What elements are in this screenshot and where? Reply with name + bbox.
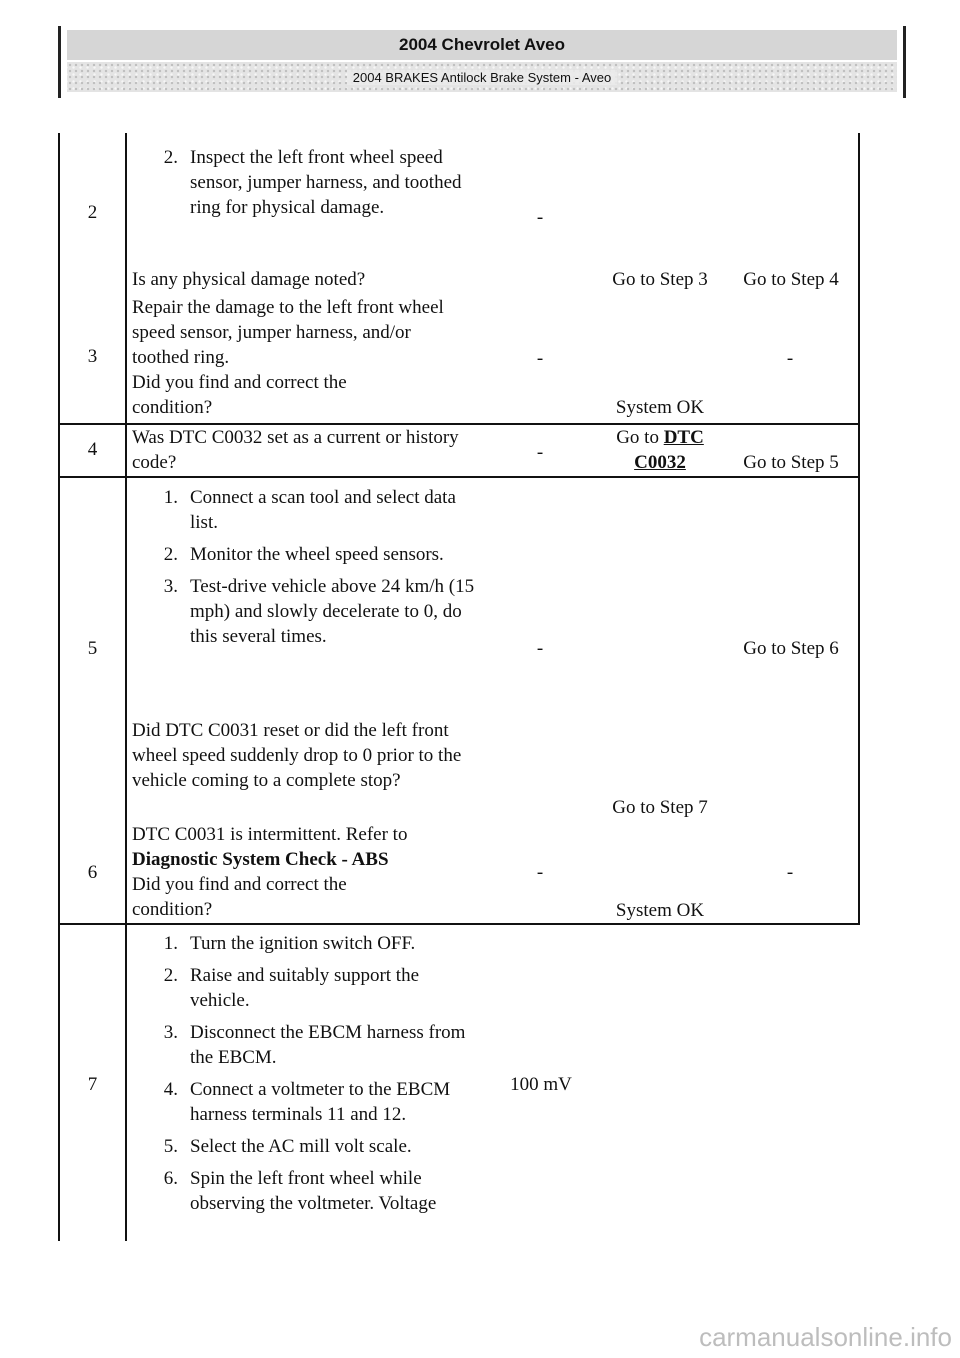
- list-item: 3. Test-drive vehicle above 24 km/h (15 mph) and slowly decelerate to 0, do this several times.: [163, 576, 475, 647]
- table-row-divider: [58, 923, 860, 925]
- step-number: 3: [87, 346, 98, 367]
- list-item: 5. Select the AC mill volt scale.: [163, 1136, 412, 1157]
- step-number: 4: [87, 439, 98, 460]
- table-border-right: [858, 133, 860, 925]
- action-text: [132, 822, 477, 872]
- action-text: Repair the damage to the left front wheel speed sensor, jumper harness, and/or toothed ring.: [132, 297, 444, 368]
- step-number: 5: [87, 638, 98, 659]
- action-list: [130, 485, 475, 656]
- yes-action-prefix: Go to: [616, 427, 659, 448]
- question-text: Did you find and correct the condition?: [132, 874, 347, 920]
- question-text: Did DTC C0031 reset or did the left front wheel speed suddenly drop to 0 prior to the vehicle coming to a complete stop?: [132, 720, 462, 791]
- no-action-text: -: [786, 348, 794, 369]
- yes-action-text: System OK: [615, 397, 705, 418]
- document-title: 2004 Chevrolet Aveo: [67, 30, 897, 60]
- action-prefix: DTC C0031 is intermittent. Refer to: [132, 824, 408, 845]
- question-text: Did you find and correct the condition?: [132, 372, 347, 418]
- step-number: 6: [87, 862, 98, 883]
- diagnostic-check-link[interactable]: Diagnostic System Check - ABS: [132, 849, 389, 870]
- list-item: 4. Connect a voltmeter to the EBCM harness terminals 11 and 12.: [163, 1079, 451, 1125]
- list-item: 6. Spin the left front wheel while observing the voltmeter. Voltage: [163, 1168, 437, 1214]
- no-action-link[interactable]: Go to Step 5: [743, 452, 839, 473]
- footer-watermark: carmanualsonline.info: [699, 1322, 952, 1352]
- no-action-link[interactable]: Go to Step 4: [743, 269, 839, 290]
- yes-action-link[interactable]: Go to Step 7: [612, 797, 708, 818]
- dtc-link[interactable]: DTC C0032: [634, 427, 704, 473]
- action-list: [130, 145, 490, 227]
- value-cell: -: [536, 862, 544, 883]
- list-item: 2. Inspect the left front wheel speed sensor, jumper harness, and toothed ring for physical damage.: [163, 147, 462, 218]
- list-item: 2. Monitor the wheel speed sensors.: [163, 544, 444, 565]
- no-action-link[interactable]: Go to Step 6: [743, 638, 839, 659]
- yes-action-text: System OK: [615, 900, 705, 921]
- step-number: 2: [87, 202, 98, 223]
- value-cell: -: [536, 207, 544, 228]
- action-list: [130, 931, 480, 1223]
- value-cell: -: [536, 638, 544, 659]
- value-cell: -: [536, 348, 544, 369]
- document-header: [58, 26, 906, 98]
- table-column-divider: [125, 133, 127, 1241]
- document-subtitle-text: 2004 BRAKES Antilock Brake System - Aveo: [347, 70, 617, 85]
- question-text: Is any physical damage noted?: [132, 269, 366, 290]
- yes-action-link[interactable]: Go to Step 3: [612, 269, 708, 290]
- step-number: 7: [87, 1074, 98, 1095]
- list-item: 1. Connect a scan tool and select data list.: [163, 487, 456, 533]
- list-item: 3. Disconnect the EBCM harness from the EBCM.: [163, 1022, 466, 1068]
- table-row-divider: [58, 476, 860, 478]
- value-cell: -: [536, 442, 544, 463]
- value-cell: 100 mV: [510, 1074, 572, 1095]
- yes-action-link[interactable]: [598, 425, 722, 475]
- no-action-text: -: [786, 862, 794, 883]
- question-text: Was DTC C0032 set as a current or history code?: [132, 427, 459, 473]
- list-item: 2. Raise and suitably support the vehicle.: [163, 965, 420, 1011]
- list-item: 1. Turn the ignition switch OFF.: [163, 933, 416, 954]
- document-subtitle: [67, 62, 897, 92]
